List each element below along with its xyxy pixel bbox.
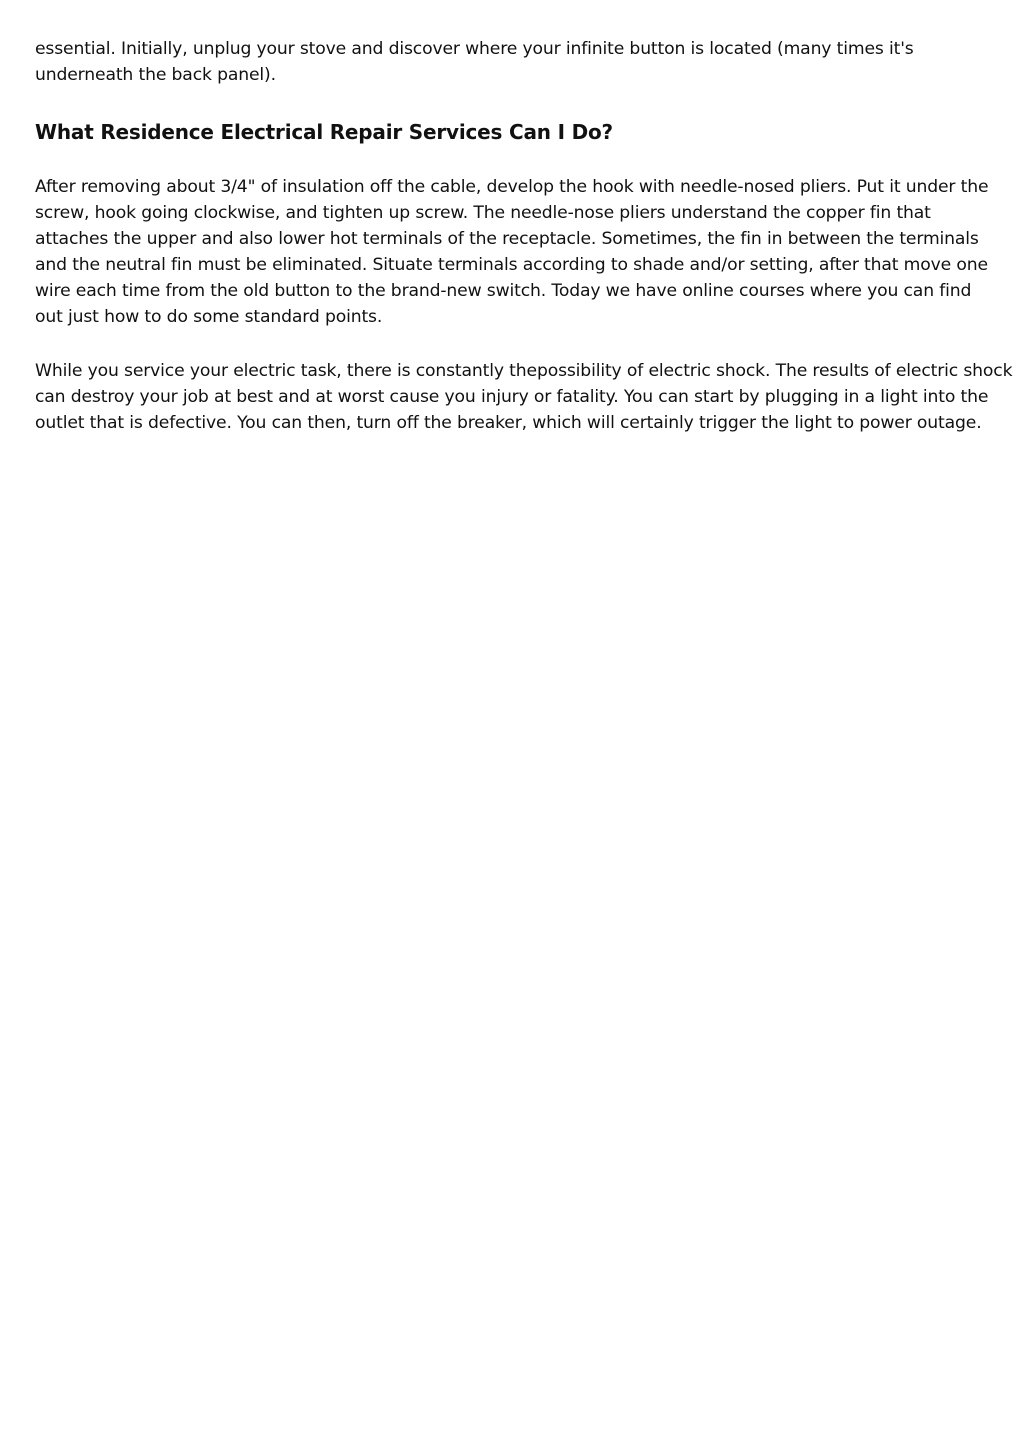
- text-line: and the neutral fin must be eliminated. Situate terminals according to shade and/or setting, after that move one: [35, 255, 988, 275]
- text-line: outlet that is defective. You can then, turn off the breaker, which will certainly trigger the light to power outage.: [35, 413, 982, 433]
- text-line: After removing about 3/4" of insulation off the cable, develop the hook with needle-nosed pliers. Put it under the: [35, 177, 989, 197]
- section-heading: What Residence Electrical Repair Services Can I Do?: [35, 120, 613, 144]
- text-line: underneath the back panel).: [35, 65, 276, 85]
- body-paragraph-two: [35, 174, 990, 330]
- text-line: attaches the upper and also lower hot terminals of the receptacle. Sometimes, the fin in between the terminals: [35, 229, 979, 249]
- text-line: essential. Initially, unplug your stove and discover where your infinite button is located (many times it's: [35, 39, 914, 59]
- text-line: While you service your electric task, there is constantly thepossibility of electric shock. The results of electric shock: [35, 361, 1013, 381]
- body-paragraph-three: [35, 358, 1013, 436]
- text-line: screw, hook going clockwise, and tighten up screw. The needle-nose pliers understand the copper fin that: [35, 203, 931, 223]
- text-line: out just how to do some standard points.: [35, 307, 383, 327]
- text-line: wire each time from the old button to the brand-new switch. Today we have online courses where you can find: [35, 281, 972, 301]
- text-line: can destroy your job at best and at worst cause you injury or fatality. You can start by plugging in a light into the: [35, 387, 989, 407]
- intro-paragraph: [35, 36, 990, 88]
- document-page: [35, 36, 1013, 436]
